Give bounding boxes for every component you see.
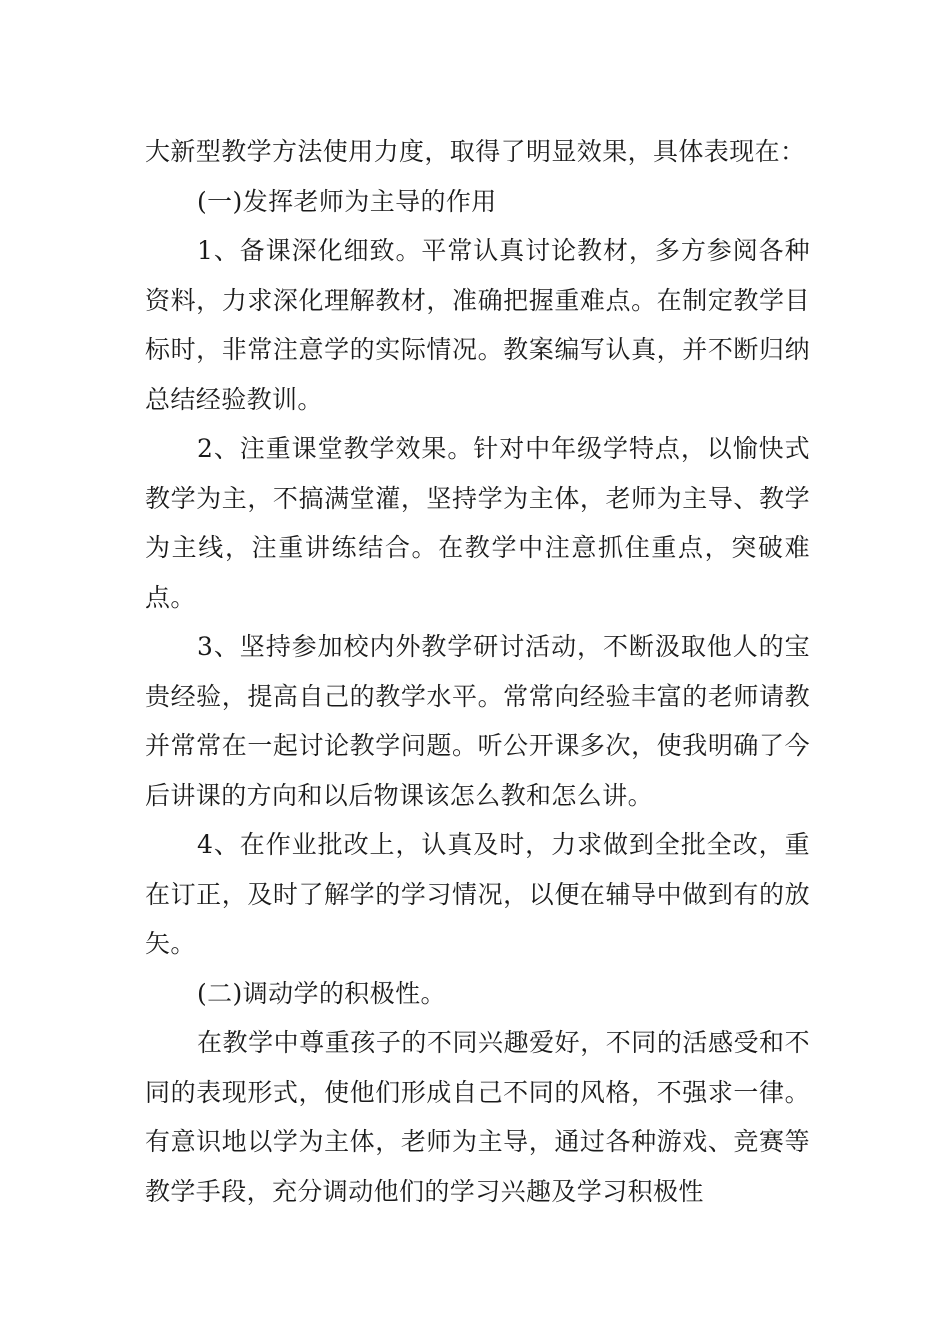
paragraph-intro-continuation: 大新型教学方法使用力度，取得了明显效果，具体表现在： bbox=[145, 137, 806, 166]
paragraph-lesson-preparation: 1、备课深化细致。平常认真讨论教材，多方参阅各种资料，力求深化理解教材，准确把握重难点。在制定教学目标时，非常注意学的实际情况。教案编写认真，并不断归纳总结经验教训。 bbox=[145, 236, 810, 414]
paragraph-respect-interests: 在教学中尊重孩子的不同兴趣爱好，不同的活感受和不同的表现形式，使他们形成自己不同的风格，不强求一律。有意识地以学为主体，老师为主导，通过各种游戏、竞赛等教学手段，充分调动他们的学习兴趣及学习积极性 bbox=[145, 1028, 810, 1206]
section-heading-student-motivation: (二)调动学的积极性。 bbox=[197, 978, 446, 1008]
paragraph-teaching-research: 3、坚持参加校内外教学研讨活动，不断汲取他人的宝贵经验，提高自己的教学水平。常常向经验丰富的老师请教并常常在一起讨论教学问题。听公开课多次，使我明确了今后讲课的方向和以后物课该怎么教和怎么讲。 bbox=[145, 632, 810, 810]
section-heading-teacher-guidance: (一)发挥老师为主导的作用 bbox=[197, 186, 497, 216]
paragraph-homework-correction: 4、在作业批改上，认真及时，力求做到全批全改，重在订正，及时了解学的学习情况，以便在辅导中做到有的放矢。 bbox=[145, 830, 810, 958]
document-body bbox=[145, 127, 810, 1216]
paragraph-classroom-effect: 2、注重课堂教学效果。针对中年级学特点，以愉快式教学为主，不搞满堂灌，坚持学为主体，老师为主导、教学为主线，注重讲练结合。在教学中注意抓住重点，突破难点。 bbox=[145, 434, 810, 612]
